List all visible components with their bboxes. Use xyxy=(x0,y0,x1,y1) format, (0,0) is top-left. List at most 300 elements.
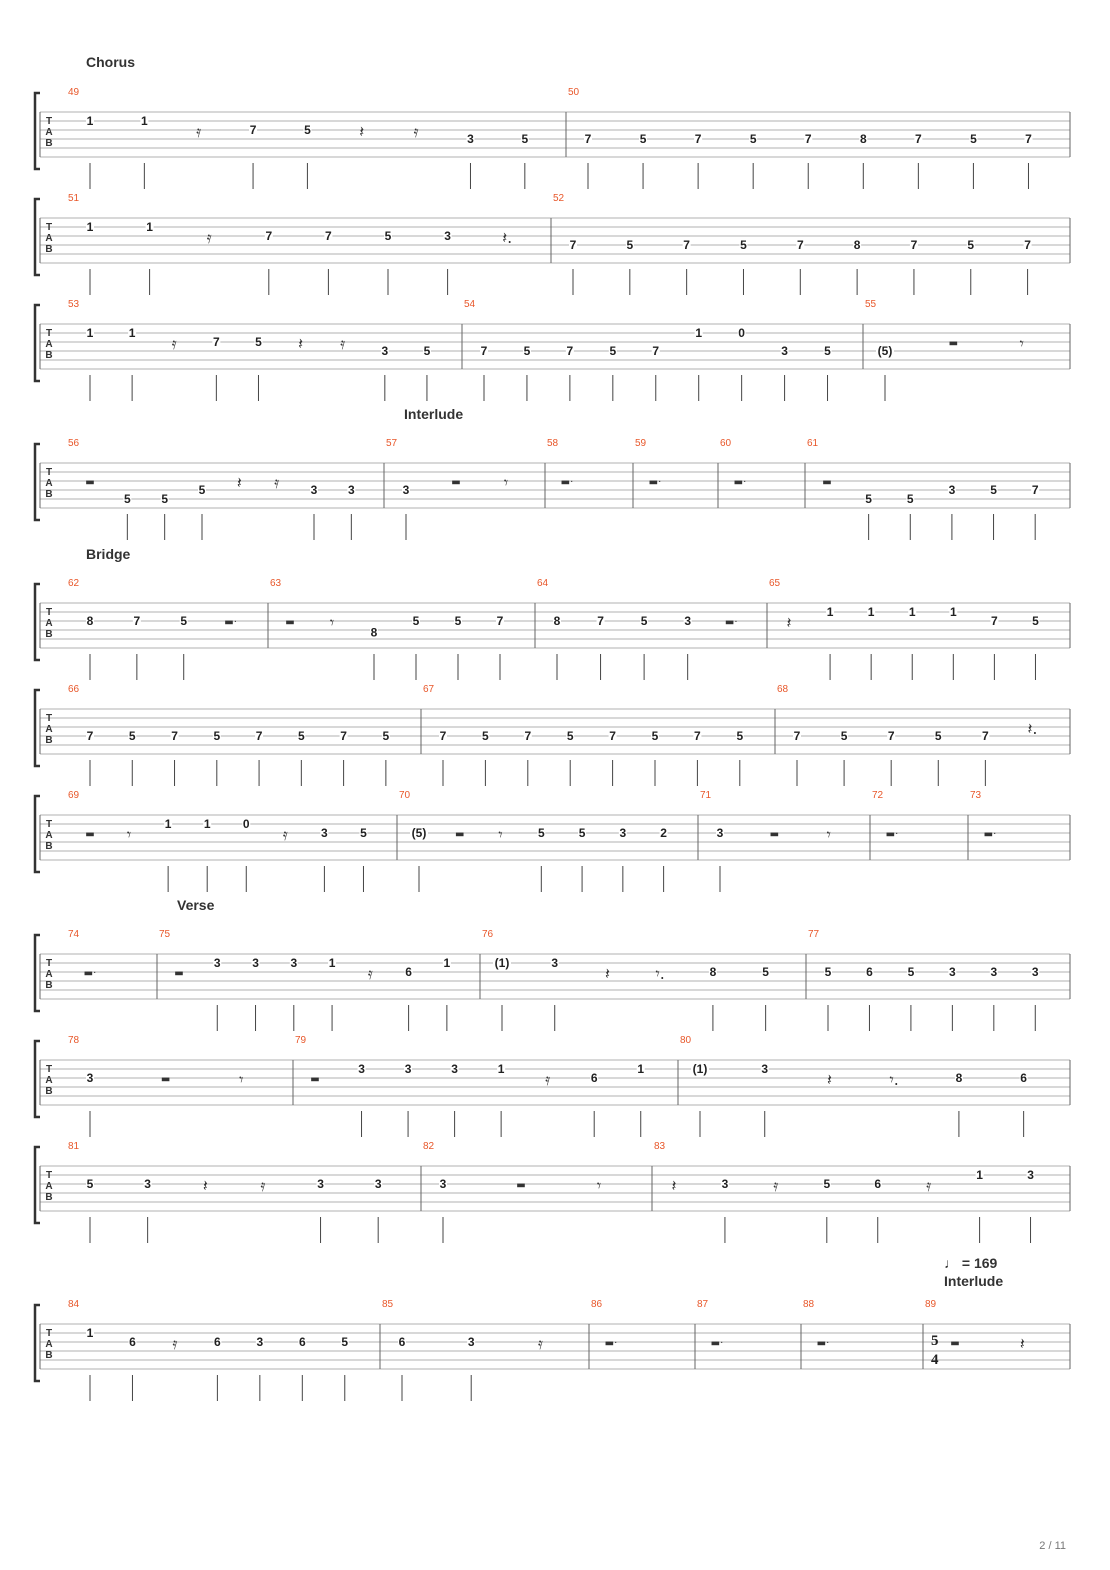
rest: 𝄾 xyxy=(498,825,503,844)
fret-number: 5 xyxy=(566,729,574,743)
fret-number: 5 xyxy=(123,492,131,506)
tab-clef-letter: A xyxy=(45,1181,53,1192)
bar-number: 65 xyxy=(769,578,781,589)
fret-number: 8 xyxy=(859,132,867,146)
rest: ▬· xyxy=(710,1338,724,1349)
rest: 𝄿 xyxy=(537,1334,543,1353)
rest: 𝄾. xyxy=(889,1070,899,1089)
time-signature-top: 5 xyxy=(931,1333,939,1349)
tab-clef-letter: A xyxy=(45,618,53,629)
fret-number: 3 xyxy=(402,483,410,497)
fret-number: 5 xyxy=(521,132,529,146)
bar-number: 88 xyxy=(803,1299,815,1310)
tempo-value: = 169 xyxy=(961,1255,998,1271)
tab-clef-letter: A xyxy=(45,1075,53,1086)
fret-number: 1 xyxy=(86,1326,94,1340)
rest: 𝄾 xyxy=(503,473,509,492)
tab-staff xyxy=(0,927,1110,1037)
rest: 𝄿 xyxy=(340,334,346,353)
fret-number: 7 xyxy=(796,238,804,252)
rest: 𝄾 xyxy=(596,1176,602,1195)
fret-number: 5 xyxy=(255,335,262,349)
bar-number: 53 xyxy=(68,299,80,310)
fret-number: 5 xyxy=(967,238,975,252)
fret-number: 3 xyxy=(467,132,474,146)
fret-number: 3 xyxy=(444,229,451,243)
fret-number: 3 xyxy=(948,483,956,497)
tempo-marking xyxy=(944,1255,997,1271)
bar-number: 66 xyxy=(68,684,80,695)
section-label-interlude-2: Interlude xyxy=(944,1273,1004,1289)
fret-number: 5 xyxy=(341,1335,349,1349)
fret-number: (1) xyxy=(692,1062,708,1076)
tab-system xyxy=(0,191,1110,301)
fret-number: 5 xyxy=(736,729,744,743)
fret-number: 5 xyxy=(990,483,997,497)
fret-number: 3 xyxy=(317,1177,324,1191)
fret-number: 3 xyxy=(439,1177,447,1191)
fret-number: 7 xyxy=(991,614,998,628)
tab-system xyxy=(0,682,1110,792)
rest: 𝄿 xyxy=(196,122,202,141)
fret-number: (5) xyxy=(411,826,427,840)
fret-number: 5 xyxy=(304,123,311,137)
fret-number: (5) xyxy=(877,344,893,358)
fret-number: 7 xyxy=(171,729,178,743)
tab-clef-letter: T xyxy=(45,1328,53,1339)
rest: 𝄽 xyxy=(236,473,242,492)
rest: ▬ xyxy=(85,829,95,840)
bar-number: 59 xyxy=(635,438,647,449)
section-label-chorus: Chorus xyxy=(86,54,135,70)
fret-number: 1 xyxy=(141,114,148,128)
fret-number: 5 xyxy=(824,965,832,979)
bar-number: 87 xyxy=(697,1299,709,1310)
rest: ▬ xyxy=(516,1180,526,1191)
system-bracket xyxy=(35,199,40,275)
rest: 𝄿 xyxy=(282,825,288,844)
tab-staff xyxy=(0,297,1110,407)
fret-number: 7 xyxy=(915,132,922,146)
bar-number: 63 xyxy=(270,578,282,589)
bar-number: 75 xyxy=(159,929,171,940)
bar-number: 86 xyxy=(591,1299,603,1310)
tab-system xyxy=(0,85,1110,195)
tempo-note-icon: ♩ xyxy=(944,1255,958,1271)
system-bracket xyxy=(35,1041,40,1117)
fret-number: 5 xyxy=(970,132,977,146)
rest: ▬· xyxy=(724,617,738,628)
fret-number: 3 xyxy=(256,1335,264,1349)
rest: ▬ xyxy=(174,968,184,979)
fret-number: 3 xyxy=(1031,965,1039,979)
tab-clef-letter: T xyxy=(45,713,53,724)
tab-staff xyxy=(0,1033,1110,1143)
rest: 𝄽 xyxy=(827,1070,832,1089)
fret-number: 0 xyxy=(738,326,745,340)
fret-number: 5 xyxy=(840,729,848,743)
tab-clef-letter: T xyxy=(45,222,53,233)
fret-number: 3 xyxy=(358,1062,365,1076)
rest: ▬ xyxy=(85,477,95,488)
rest: 𝄿 xyxy=(926,1176,932,1195)
fret-number: 5 xyxy=(609,344,617,358)
tab-system xyxy=(0,436,1110,546)
tab-system xyxy=(0,576,1110,686)
tab-system xyxy=(0,788,1110,898)
bar-number: 79 xyxy=(295,1035,307,1046)
fret-number: 3 xyxy=(467,1335,475,1349)
fret-number: 8 xyxy=(86,614,94,628)
rest: 𝄿 xyxy=(206,228,212,247)
fret-number: 7 xyxy=(86,729,94,743)
fret-number: 5 xyxy=(640,614,648,628)
bar-number: 72 xyxy=(872,790,884,801)
tab-staff xyxy=(0,436,1110,546)
rest: ▬· xyxy=(83,968,97,979)
bar-number: 89 xyxy=(925,1299,937,1310)
fret-number: 7 xyxy=(982,729,989,743)
fret-number: 7 xyxy=(439,729,447,743)
fret-number: 7 xyxy=(609,729,616,743)
tab-system xyxy=(0,297,1110,407)
tab-clef-letter: B xyxy=(45,1192,53,1203)
rest: 𝄿 xyxy=(274,473,280,492)
system-bracket xyxy=(35,796,40,872)
fret-number: 7 xyxy=(694,132,702,146)
fret-number: 3 xyxy=(949,965,956,979)
rest: 𝄾 xyxy=(329,613,335,632)
tab-clef-letter: B xyxy=(45,629,53,640)
fret-number: 5 xyxy=(906,492,914,506)
fret-number: 5 xyxy=(86,1177,94,1191)
fret-number: 1 xyxy=(867,605,875,619)
fret-number: 7 xyxy=(1025,132,1032,146)
fret-number: 3 xyxy=(290,956,298,970)
rest: 𝄽 xyxy=(671,1176,677,1195)
rest: 𝄿 xyxy=(367,964,373,983)
fret-number: 7 xyxy=(694,729,701,743)
tab-clef-letter: B xyxy=(45,980,53,991)
bar-number: 50 xyxy=(568,87,580,98)
fret-number: 6 xyxy=(298,1335,306,1349)
fret-number: 5 xyxy=(382,729,390,743)
rest: 𝄽 xyxy=(202,1176,208,1195)
bar-number: 71 xyxy=(700,790,712,801)
fret-number: 5 xyxy=(537,826,545,840)
fret-number: 3 xyxy=(451,1062,458,1076)
fret-number: 7 xyxy=(584,132,592,146)
section-label-verse: Verse xyxy=(177,897,215,913)
system-bracket xyxy=(35,690,40,766)
fret-number: 3 xyxy=(374,1177,382,1191)
time-signature-bottom: 4 xyxy=(931,1352,939,1368)
fret-number: 7 xyxy=(597,614,604,628)
fret-number: 6 xyxy=(129,1335,136,1349)
bar-number: 64 xyxy=(537,578,549,589)
system-bracket xyxy=(35,584,40,660)
tab-clef-letter: A xyxy=(45,339,53,350)
rest: ▬· xyxy=(604,1338,618,1349)
rest: 𝄽 xyxy=(298,334,304,353)
tab-clef-letter: T xyxy=(45,1170,53,1181)
bar-number: 68 xyxy=(777,684,789,695)
fret-number: 5 xyxy=(824,344,831,358)
tab-staff xyxy=(0,85,1110,195)
fret-number: 7 xyxy=(652,344,660,358)
tab-clef-letter: A xyxy=(45,724,53,735)
tab-clef-letter: A xyxy=(45,233,53,244)
rest: 𝄿 xyxy=(260,1176,266,1195)
tab-clef-letter: T xyxy=(45,467,53,478)
fret-number: 7 xyxy=(325,229,332,243)
system-bracket xyxy=(35,1147,40,1223)
fret-number: 8 xyxy=(709,965,717,979)
rest: ▬ xyxy=(285,617,295,628)
fret-number: 0 xyxy=(242,817,250,831)
rest: ▬· xyxy=(560,477,574,488)
fret-number: 5 xyxy=(762,965,769,979)
fret-number: 5 xyxy=(1032,614,1039,628)
system-bracket xyxy=(35,305,40,381)
fret-number: 7 xyxy=(133,614,141,628)
bar-number: 77 xyxy=(808,929,820,940)
fret-number: 7 xyxy=(340,729,347,743)
rest: ▬ xyxy=(160,1074,171,1085)
fret-number: 5 xyxy=(523,344,531,358)
fret-number: (1) xyxy=(494,956,510,970)
fret-number: 1 xyxy=(949,605,957,619)
fret-number: 3 xyxy=(144,1177,151,1191)
fret-number: 5 xyxy=(482,729,489,743)
rest: ▬ xyxy=(451,477,461,488)
tab-clef-letter: B xyxy=(45,1086,53,1097)
fret-number: 3 xyxy=(347,483,355,497)
rest: 𝄾 xyxy=(1019,334,1024,353)
section-label-bridge: Bridge xyxy=(86,546,131,562)
rest: ▬· xyxy=(733,477,747,488)
rest: ▬· xyxy=(648,477,662,488)
rest: ▬· xyxy=(816,1338,830,1349)
fret-number: 2 xyxy=(660,826,667,840)
fret-number: 3 xyxy=(86,1071,94,1085)
fret-number: 3 xyxy=(310,483,318,497)
tab-system xyxy=(0,927,1110,1037)
fret-number: 5 xyxy=(749,132,757,146)
rest: 𝄾 xyxy=(239,1070,244,1089)
fret-number: 6 xyxy=(1020,1071,1027,1085)
fret-number: 7 xyxy=(804,132,812,146)
bar-number: 55 xyxy=(865,299,877,310)
fret-number: 3 xyxy=(252,956,259,970)
fret-number: 7 xyxy=(255,729,263,743)
fret-number: 7 xyxy=(910,238,918,252)
fret-number: 7 xyxy=(887,729,895,743)
bar-number: 56 xyxy=(68,438,80,449)
fret-number: 1 xyxy=(86,220,94,234)
bar-number: 70 xyxy=(399,790,411,801)
tab-staff xyxy=(0,682,1110,792)
tab-clef-letter: T xyxy=(45,1064,53,1075)
fret-number: 5 xyxy=(454,614,462,628)
tab-system xyxy=(0,1033,1110,1143)
fret-number: 3 xyxy=(684,614,692,628)
bar-number: 78 xyxy=(68,1035,80,1046)
rest: 𝄽 xyxy=(1019,1334,1025,1353)
fret-number: 3 xyxy=(381,344,389,358)
rest: 𝄿 xyxy=(172,1334,178,1353)
fret-number: 5 xyxy=(297,729,305,743)
fret-number: 3 xyxy=(1027,1168,1034,1182)
fret-number: 5 xyxy=(128,729,136,743)
tab-clef-letter: T xyxy=(45,116,53,127)
fret-number: 5 xyxy=(578,826,586,840)
tab-clef-letter: A xyxy=(45,830,53,841)
fret-number: 5 xyxy=(360,826,367,840)
fret-number: 5 xyxy=(626,238,634,252)
fret-number: 5 xyxy=(412,614,420,628)
rest: 𝄾. xyxy=(655,964,665,983)
rest: 𝄿 xyxy=(773,1176,779,1195)
fret-number: 1 xyxy=(86,326,94,340)
tab-clef-letter: B xyxy=(45,350,53,361)
tab-clef-letter: A xyxy=(45,969,53,980)
bar-number: 49 xyxy=(68,87,80,98)
fret-number: 5 xyxy=(740,238,747,252)
fret-number: 5 xyxy=(651,729,659,743)
fret-number: 1 xyxy=(146,220,153,234)
fret-number: 3 xyxy=(404,1062,412,1076)
fret-number: 1 xyxy=(328,956,336,970)
fret-number: 1 xyxy=(908,605,916,619)
fret-number: 1 xyxy=(86,114,94,128)
fret-number: 5 xyxy=(907,965,915,979)
bar-number: 73 xyxy=(970,790,982,801)
tab-system xyxy=(0,1297,1110,1407)
tab-system xyxy=(0,1139,1110,1249)
bar-number: 82 xyxy=(423,1141,435,1152)
fret-number: 5 xyxy=(865,492,872,506)
fret-number: 1 xyxy=(637,1062,645,1076)
fret-number: 7 xyxy=(265,229,273,243)
bar-number: 51 xyxy=(68,193,80,204)
rest: 𝄽. xyxy=(1027,719,1038,738)
fret-number: 5 xyxy=(934,729,942,743)
rest: ▬ xyxy=(950,1338,960,1349)
tab-staff xyxy=(0,576,1110,686)
fret-number: 5 xyxy=(823,1177,831,1191)
fret-number: 6 xyxy=(590,1071,598,1085)
rest: 𝄽 xyxy=(605,964,610,983)
fret-number: 5 xyxy=(213,729,221,743)
bar-number: 60 xyxy=(720,438,732,449)
bar-number: 69 xyxy=(68,790,80,801)
bar-number: 61 xyxy=(807,438,819,449)
fret-number: 7 xyxy=(249,123,257,137)
fret-number: 1 xyxy=(443,956,451,970)
fret-number: 7 xyxy=(1031,483,1039,497)
bar-number: 81 xyxy=(68,1141,80,1152)
tab-staff xyxy=(0,1139,1110,1249)
fret-number: 3 xyxy=(781,344,788,358)
fret-number: 1 xyxy=(826,605,834,619)
fret-number: 3 xyxy=(990,965,998,979)
fret-number: 8 xyxy=(853,238,861,252)
bar-number: 62 xyxy=(68,578,80,589)
bar-number: 67 xyxy=(423,684,435,695)
fret-number: 7 xyxy=(1024,238,1031,252)
fret-number: 6 xyxy=(398,1335,406,1349)
fret-number: 6 xyxy=(866,965,873,979)
rest: ▬· xyxy=(224,617,237,628)
fret-number: 3 xyxy=(321,826,328,840)
fret-number: 3 xyxy=(619,826,627,840)
fret-number: 5 xyxy=(180,614,188,628)
fret-number: 7 xyxy=(496,614,504,628)
fret-number: 3 xyxy=(551,956,559,970)
fret-number: 6 xyxy=(874,1177,882,1191)
section-label-interlude: Interlude xyxy=(404,406,464,422)
rest: 𝄿 xyxy=(413,122,419,141)
fret-number: 3 xyxy=(213,956,221,970)
tab-clef-letter: A xyxy=(45,1339,53,1350)
rest: ▬· xyxy=(885,829,899,840)
fret-number: 5 xyxy=(161,492,169,506)
bar-number: 52 xyxy=(553,193,565,204)
bar-number: 83 xyxy=(654,1141,666,1152)
rest: ▬ xyxy=(769,829,780,840)
system-bracket xyxy=(35,1305,40,1381)
bar-number: 54 xyxy=(464,299,476,310)
fret-number: 1 xyxy=(695,326,703,340)
fret-number: 1 xyxy=(164,817,172,831)
rest: 𝄿 xyxy=(545,1070,551,1089)
tab-staff xyxy=(0,1297,1110,1407)
bar-number: 84 xyxy=(68,1299,80,1310)
bar-number: 80 xyxy=(680,1035,692,1046)
fret-number: 1 xyxy=(497,1062,505,1076)
tab-clef-letter: T xyxy=(45,819,53,830)
fret-number: 8 xyxy=(553,614,561,628)
system-bracket xyxy=(35,93,40,169)
fret-number: 3 xyxy=(716,826,724,840)
system-bracket xyxy=(35,935,40,1011)
fret-number: 5 xyxy=(639,132,647,146)
tab-clef-letter: B xyxy=(45,138,53,149)
rest: 𝄾 xyxy=(826,825,831,844)
rest: 𝄽 xyxy=(786,613,792,632)
tab-clef-letter: B xyxy=(45,489,53,500)
bar-number: 85 xyxy=(382,1299,394,1310)
rest: ▬ xyxy=(310,1074,320,1085)
bar-number: 57 xyxy=(386,438,398,449)
fret-number: 7 xyxy=(566,344,574,358)
fret-number: 7 xyxy=(569,238,577,252)
rest: ▬ xyxy=(948,338,959,349)
page-number: 2 / 11 xyxy=(1039,1540,1066,1552)
fret-number: 7 xyxy=(683,238,690,252)
tab-clef-letter: B xyxy=(45,841,53,852)
fret-number: 3 xyxy=(761,1062,769,1076)
tab-clef-letter: A xyxy=(45,127,53,138)
rest: 𝄽 xyxy=(359,122,365,141)
rest: ▬ xyxy=(455,829,465,840)
rest: 𝄽. xyxy=(502,228,513,247)
fret-number: 6 xyxy=(405,965,412,979)
fret-number: 7 xyxy=(524,729,532,743)
fret-number: 7 xyxy=(793,729,801,743)
tab-clef-letter: T xyxy=(45,607,53,618)
